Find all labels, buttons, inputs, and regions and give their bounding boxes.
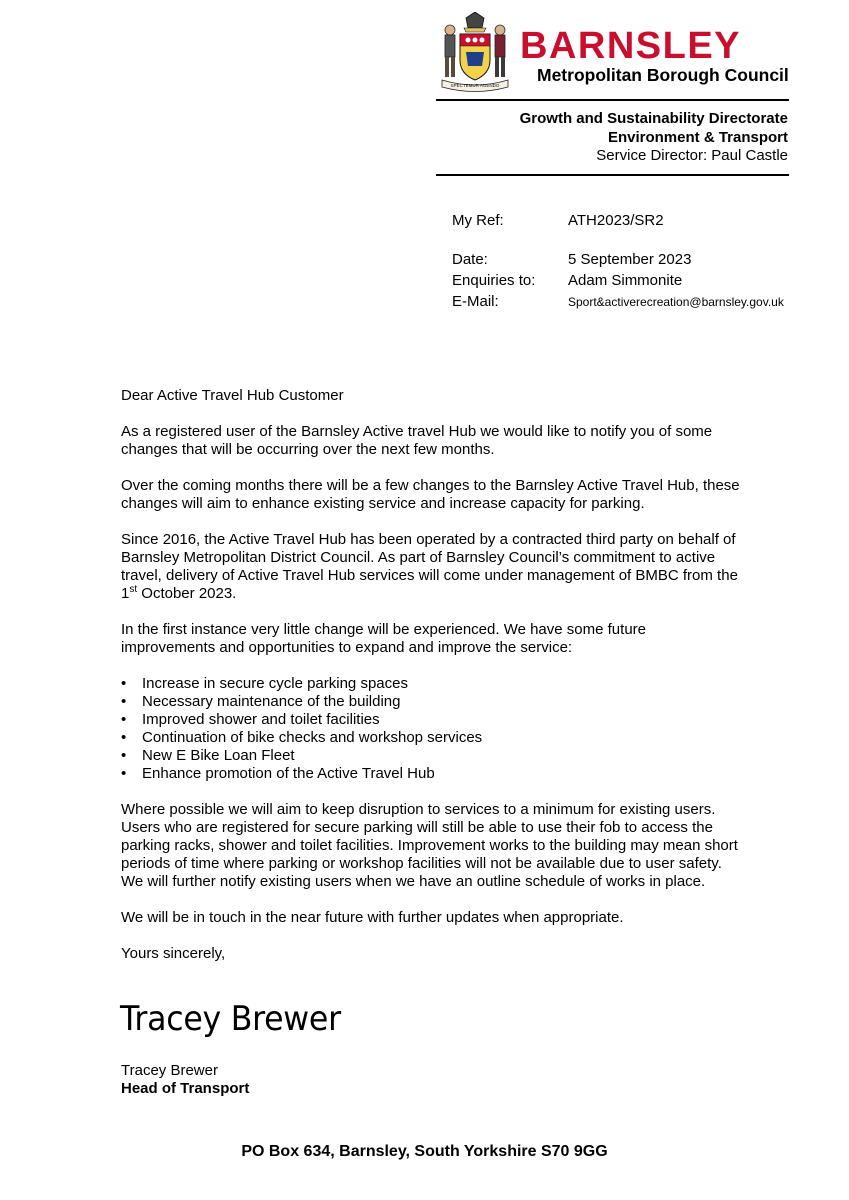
list-item: [121, 711, 741, 729]
paragraph-4: In the first instance very little change will be experienced. We have some future improvements and opportunities to expand and improve the service:: [121, 621, 646, 656]
bullet-icon: •: [121, 765, 127, 782]
paragraph-3-date: October 2023.: [137, 585, 237, 602]
date-label: Date:: [452, 251, 488, 268]
my-ref-value: ATH2023/SR2: [568, 212, 664, 229]
council-brand-subtitle: Metropolitan Borough Council: [537, 65, 789, 85]
council-brand-name: BARNSLEY: [520, 25, 742, 67]
signature: Tracey Brewer: [120, 999, 341, 1039]
service-director: Service Director: Paul Castle: [596, 147, 788, 164]
paragraph-3-text: Since 2016, the Active Travel Hub has been operated by a contracted third party on behalf of Barnsley Metropolitan District Council. As part of Barnsley Council’s commitment to active travel, delivery of Active Travel Hub services will come under management of BMBC from the 1: [121, 531, 738, 602]
bullet-icon: •: [121, 693, 127, 710]
council-crest-logo: [436, 12, 514, 92]
list-item-text: Enhance promotion of the Active Travel Hub: [142, 765, 435, 782]
paragraph-1: As a registered user of the Barnsley Active travel Hub we would like to notify you of some changes that will be occurring over the next few months.: [121, 423, 713, 458]
paragraph-6: We will be in touch in the near future with further updates when appropriate.: [121, 909, 624, 926]
ordinal-suffix: st: [129, 584, 138, 595]
crest-motto: SPECTEMUR AGENDO: [450, 83, 500, 88]
list-item-text: Increase in secure cycle parking spaces: [142, 675, 408, 692]
list-item-text: Continuation of bike checks and workshop services: [142, 729, 483, 746]
paragraph-3: [121, 531, 741, 603]
list-item: [121, 675, 741, 693]
enquiries-label: Enquiries to:: [452, 272, 536, 289]
email-value[interactable]: Sport&activerecreation@barnsley.gov.uk: [568, 295, 784, 309]
my-ref-label: My Ref:: [452, 212, 504, 229]
letter-body: [121, 387, 741, 981]
bullet-icon: •: [121, 711, 127, 728]
bullet-icon: •: [121, 675, 127, 692]
salutation: Dear Active Travel Hub Customer: [121, 387, 344, 404]
department-name: Environment & Transport: [607, 128, 788, 146]
bullet-icon: •: [121, 729, 127, 746]
header-divider-top: [436, 99, 789, 101]
list-item: [121, 693, 741, 711]
signer-block: [121, 1062, 249, 1098]
list-item: [121, 747, 741, 765]
list-item: [121, 729, 741, 747]
list-item-text: Necessary maintenance of the building: [142, 693, 401, 710]
header-divider-bottom: [436, 174, 789, 176]
signer-name: Tracey Brewer: [121, 1062, 218, 1079]
list-item-text: Improved shower and toilet facilities: [142, 711, 380, 728]
list-item-text: New E Bike Loan Fleet: [142, 747, 295, 764]
paragraph-5: Where possible we will aim to keep disruption to services to a minimum for existing users. Users who are registered for secure parking will still be able to use their fob to access the parking racks, shower and toilet facilities. Improvement works to the building may mean short periods of time where parking or workshop facilities will not be available due to user safety. We will further notify existing users when we have an outline schedule of works in place.: [121, 801, 738, 890]
signer-title: Head of Transport: [121, 1080, 250, 1097]
bullet-icon: •: [121, 747, 127, 764]
list-item: [121, 765, 741, 783]
closing: Yours sincerely,: [121, 945, 226, 962]
email-label: E-Mail:: [452, 293, 499, 310]
improvements-list: [121, 675, 741, 783]
directorate-block: [520, 110, 788, 166]
enquiries-value: Adam Simmonite: [568, 272, 683, 289]
directorate-name: Growth and Sustainability Directorate: [519, 110, 788, 127]
date-value: 5 September 2023: [568, 251, 692, 268]
paragraph-2: Over the coming months there will be a few changes to the Barnsley Active Travel Hub, these changes will aim to enhance existing service and increase capacity for parking.: [121, 477, 740, 512]
footer-address: PO Box 634, Barnsley, South Yorkshire S70 9GG: [241, 1143, 608, 1160]
